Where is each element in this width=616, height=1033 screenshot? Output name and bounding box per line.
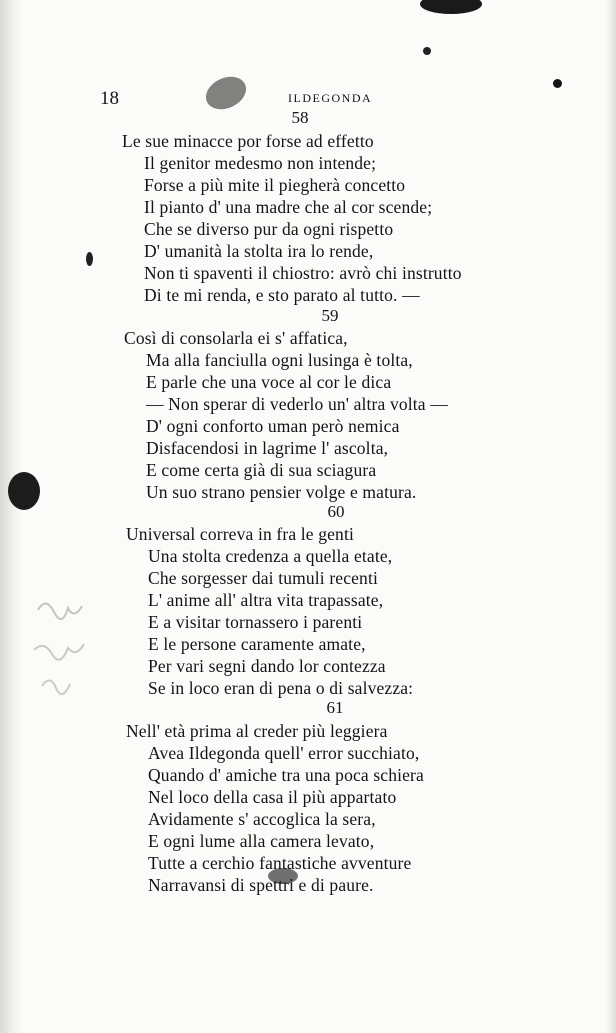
verse-line: E ogni lume alla camera levato, [148,831,375,851]
verse-line: Non ti spaventi il chiostro: avrò chi instrutto [144,263,462,283]
faint-marginalia-scribble [28,590,98,720]
page-edge-shadow-right [606,0,616,1033]
verse-line: Forse a più mite il piegherà concetto [144,175,406,195]
ink-dot-upper [423,47,431,55]
stanza-number: 58 [291,108,309,127]
stanza-number: 61 [326,698,344,717]
verse-line: Avea Ildegonda quell' error succhiato, [148,743,420,763]
verse-line: Una stolta credenza a quella etate, [148,546,393,566]
verse-line: E a visitar tornassero i parenti [148,612,363,632]
verse-line: D' ogni conforto uman però nemica [146,416,400,436]
verse-line: Universal correva in fra le genti [126,524,354,544]
verse-line: Un suo strano pensier volge e matura. [146,482,417,502]
verse-line: Nel loco della casa il più appartato [148,787,397,807]
verse-line: Nell' età prima al creder più leggiera [126,721,388,741]
verse-line: Avidamente s' accoglica la sera, [148,809,376,829]
verse-line: Disfacendosi in lagrime l' ascolta, [146,438,389,458]
verse-line: Narravansi di spettri e di paure. [148,875,374,895]
stanza-number: 59 [321,306,339,325]
verse-line: Il pianto d' una madre che al cor scende; [144,197,433,217]
verse-line: L' anime all' altra vita trapassate, [148,590,384,610]
verse-line: D' umanità la stolta ira lo rende, [144,241,374,261]
ink-mark-left [86,252,93,266]
verse-line: Il genitor medesmo non intende; [144,153,377,173]
verse-line: Per vari segni dando lor contezza [148,656,386,676]
stanza-number: 60 [327,502,345,521]
running-title: ILDEGONDA [288,91,373,105]
ink-blot-top [420,0,482,14]
verse-line: Se in loco eran di pena o di salvezza: [148,678,414,698]
verse-line: Tutte a cerchio fantastiche avventure [148,853,412,873]
page-edge-shadow-left [0,0,22,1033]
page-header [0,88,616,110]
verse-line: Le sue minacce por forse ad effetto [122,131,374,151]
verse-line: Così di consolarla ei s' affatica, [124,328,348,348]
verse-line: Ma alla fanciulla ogni lusinga è tolta, [146,350,413,370]
verse-line: Quando d' amiche tra una poca schiera [148,765,424,785]
verse-line: — Non sperar di vederlo un' altra volta — [146,394,448,414]
verse-line: Che sorgesser dai tumuli recenti [148,568,378,588]
ink-dot-right [553,79,562,88]
verse-line: E come certa già di sua sciagura [146,460,377,480]
verse-line: Che se diverso pur da ogni rispetto [144,219,394,239]
verse-line: Di te mi renda, e sto parato al tutto. — [144,285,420,305]
page-number: 18 [100,88,119,109]
verse-line: E parle che una voce al cor le dica [146,372,392,392]
ink-blot-left-margin [8,472,40,510]
verse-line: E le persone caramente amate, [148,634,366,654]
